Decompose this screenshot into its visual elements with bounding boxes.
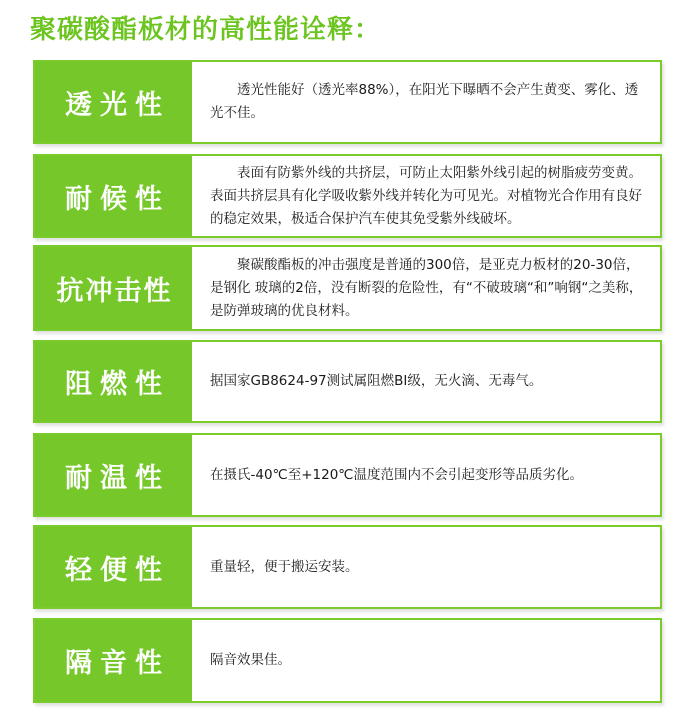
property-label: 阻燃性 bbox=[35, 342, 192, 421]
property-label: 隔音性 bbox=[35, 620, 192, 701]
property-row-sound-insulation bbox=[33, 618, 662, 703]
property-description: 重量轻，便于搬运安装。 bbox=[210, 558, 359, 575]
property-description-container bbox=[192, 342, 660, 421]
property-label: 耐温性 bbox=[35, 435, 192, 515]
property-description: 透光性能好（透光率88%），在阳光下曝晒不会产生黄变、雾化、透光不佳。 bbox=[210, 82, 639, 121]
property-description: 表面有防紫外线的共挤层，可防止太阳紫外线引起的树脂疲劳变黄。表面共挤层具有化学吸收紫外线并转化为可见光。对植物光合作用有良好的稳定效果，极适合保护汽车使其免受紫外线破坏。 bbox=[210, 164, 642, 227]
property-description: 在摄氏-40℃至+120℃温度范围内不会引起变形等品质劣化。 bbox=[210, 466, 583, 483]
property-row-weather-resistance bbox=[33, 154, 662, 238]
property-label: 耐候性 bbox=[35, 156, 192, 236]
page-title: 聚碳酸酯板材的高性能诠释： bbox=[30, 15, 382, 45]
property-description-container bbox=[192, 620, 660, 701]
property-label: 透光性 bbox=[35, 62, 192, 142]
property-row-lightweight bbox=[33, 525, 662, 609]
property-description-container bbox=[192, 527, 660, 607]
property-row-light-transmission bbox=[33, 60, 662, 144]
property-description-container bbox=[192, 435, 660, 515]
property-label: 轻便性 bbox=[35, 527, 192, 607]
property-description-container bbox=[192, 247, 660, 329]
property-description-container bbox=[192, 62, 660, 142]
property-row-impact-resistance bbox=[33, 245, 662, 331]
property-description: 据国家GB8624-97测试属阻燃BI级，无火滴、无毒气。 bbox=[210, 373, 543, 389]
property-description: 聚碳酸酯板的冲击强度是普通的300倍，是亚克力板材的20-30倍，是钢化 玻璃的2倍，没有断裂的危险性，有“不破玻璃“和”响钢“之美称，是防弹玻璃的优良材料。 bbox=[210, 256, 643, 319]
property-description-container bbox=[192, 156, 660, 236]
property-row-flame-retardance bbox=[33, 340, 662, 423]
property-description: 隔音效果佳。 bbox=[210, 652, 291, 668]
property-label: 抗冲击性 bbox=[35, 247, 192, 329]
property-row-temperature-resistance bbox=[33, 433, 662, 517]
